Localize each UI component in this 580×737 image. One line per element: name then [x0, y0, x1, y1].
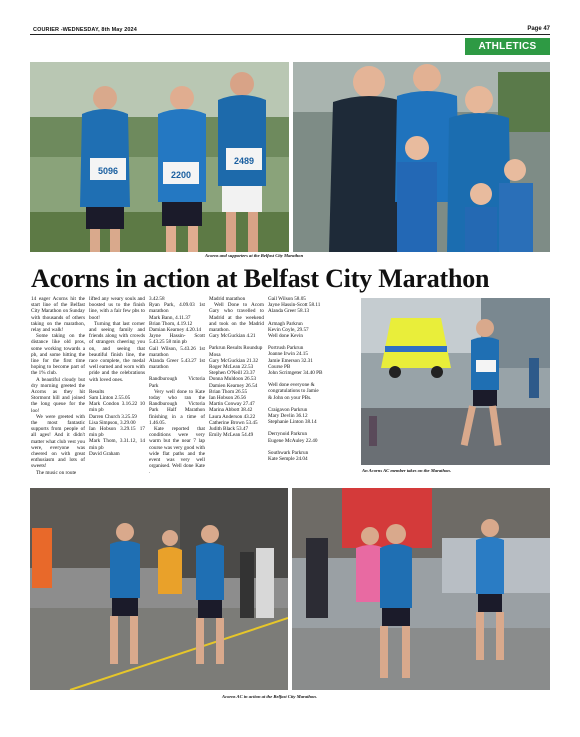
subheading: Madrid marathon: [209, 296, 246, 302]
paragraph: Some taking on the distance like old pros, some working towards a pb, and some hitting the line for the first time hoping to become part of the 1% club.: [31, 333, 85, 377]
page-number: Page 47: [527, 26, 550, 32]
paragraph: The music on route: [36, 469, 77, 476]
publication-line: COURIER -WEDNESDAY, 8th May 2024: [33, 27, 137, 33]
result-line: John Scrimgeter 34.40 PB: [268, 370, 323, 377]
bottom-photo-caption: Acorns AC in action at the Belfast City Marathon.: [222, 694, 317, 699]
result-line: Brian Thom 26.55: [209, 388, 248, 395]
article-column-1: [31, 296, 85, 476]
result-line: Gary McGuckian 21.32: [209, 357, 259, 364]
result-line: Darren Church 3.25.59: [89, 413, 137, 420]
paragraph: Well Done to Acorn Gary who travelled to Madrid at the weekend and took on the Madrid marathon.: [209, 302, 264, 334]
photo-three-runners: [30, 62, 289, 252]
result-line: Alanda Greer 58.13: [268, 308, 310, 315]
paragraph: Very well done to Kate today who ran the Randburough Victoria Park Half Marathon finishing in a time of 1.46.05.: [149, 388, 205, 426]
subheading: Randburough Victoria Park: [149, 376, 205, 389]
result-line: Laura Anderson 43.22: [209, 413, 256, 420]
paragraph: 14 eager Acorns hit the start line of the Belfast City Marathon on Sunday with thousands of others taking on the marathon, relay and walk!: [31, 296, 85, 334]
result-line: Brian Thom, 4.19.12: [149, 320, 193, 327]
result-line: Jayne Hassin-Scott 58.11: [268, 302, 321, 309]
subheading: Derrynoid Parkrun: [268, 431, 308, 438]
subheading: Craigavon Parkrun: [268, 406, 308, 413]
article-column-4: [209, 296, 264, 438]
result-line: Martin Conway 27.47: [209, 401, 255, 408]
result-line: Marina Abbott 38.42: [209, 407, 253, 414]
result-line: Gail Wilson, 5.43.26 1st marathon: [149, 345, 205, 358]
result-line: Joanne Irwin 24.15: [268, 351, 308, 358]
article-column-3: [149, 296, 205, 476]
photo-runner-ambulance: [361, 298, 550, 465]
result-line: Lisa Simpson, 3.29.00: [89, 419, 136, 426]
result-line: Mark Thom, 3.31.12, 14 min pb: [89, 438, 145, 451]
result-line: Kevin Coyle, 29.57: [268, 326, 309, 333]
result-line: Stephanie Linton 38.14: [268, 419, 317, 426]
section-banner: ATHLETICS: [465, 38, 550, 55]
header-rule: [30, 34, 550, 35]
result-line: Jayne Hassin- Scott 5.43.25 58 min pb: [149, 333, 205, 346]
result-line: Roger McLean 22.53: [209, 364, 254, 371]
article-column-5: [268, 296, 324, 462]
result-line: Mark Bann, 4.11.37: [149, 314, 191, 321]
paragraph: Turning that last corner and seeing family and friends along with crowds of strangers cheering you on, and seeing that beautiful finish line, the race complete, the medal well earned and worn with pride and the celebrations with loved ones.: [89, 320, 145, 383]
subheading: Armagh Parkrun: [268, 320, 303, 327]
photo-supporters: [293, 62, 550, 252]
result-line: Mark Condon 3.16.22 10 min pb: [89, 401, 145, 414]
subheading: Southwark Parkrun: [268, 449, 309, 456]
photo-crowd-runners: [292, 488, 550, 690]
paragraph: lifted any weary souls and boosted us to the finish line, with a fair few pbs to boot!: [89, 296, 145, 321]
result-line: Judith Black 53.47: [209, 426, 249, 433]
result-line: Ian Hobson 3.29.15 17 min pb: [89, 426, 145, 439]
result-line: Damien Kearney 26.54: [209, 382, 258, 389]
subheading: Mosa: [209, 351, 221, 358]
paragraph: Kate reported that conditions were very warm but the near 7 lap course was very good with wide flat paths and the event was very well organised. Well done Kate .: [149, 426, 205, 476]
result-line: Stephen O'Neill 23.37: [209, 370, 256, 377]
paragraph: A beautiful cloudy but dry morning greeted the Acorns as they hit Stormont hill and joined the long queue for the loo!: [31, 376, 85, 414]
result-line: Gary McGuckian 4.21: [209, 333, 256, 340]
result-line: Sam Linton 2.55.05: [89, 395, 131, 402]
result-line: 3.42.58: [149, 296, 165, 302]
bib-3: 2489: [233, 156, 255, 166]
result-line: Damian Kearney 4.20.14: [149, 327, 202, 334]
result-line: Mary Devlin 36.12: [268, 413, 308, 420]
result-line: Jamie Emerson 32.31 Course PB: [268, 357, 313, 370]
result-line: Ian Hobson 26.56: [209, 395, 247, 402]
subheading: Portrush Parkrun: [268, 345, 304, 352]
result-line: Well done Kevin: [268, 333, 304, 340]
paragraph: Well done everyone & congratulations to Jamie & John on your PBs.: [268, 382, 319, 401]
result-line: Kate Semple 24.04: [268, 456, 308, 463]
result-line: Emily McLean 54.49: [209, 432, 254, 439]
photo-runners-street: [30, 488, 288, 690]
top-photo-caption: Acorns and supporters at the Belfast City Marathon: [205, 253, 304, 258]
article-column-2: [89, 296, 145, 457]
paragraph: We were greeted with the most fantastic supports from people of all ages! And it didn't matter what club vest you were, everyone was cheered on with great enthusiasm and lots of sweets!: [31, 413, 85, 470]
result-line: Gail Wilson 58.05: [268, 296, 306, 302]
bib-1: 5096: [97, 166, 119, 176]
result-line: Eugene McAuley 22.40: [268, 437, 318, 444]
result-line: Alanda Greer 5.43.27 1st marathon: [149, 358, 205, 371]
headline: Acorns in action at Belfast City Marathon: [31, 264, 490, 293]
subheading: Parkrun Results Roundup: [209, 345, 263, 352]
result-line: Catherine Brown 53.45: [209, 419, 258, 426]
bib-2: 2200: [170, 170, 192, 180]
result-line: Ryan Park, 4.09.03 1st marathon: [149, 302, 205, 315]
result-line: David Graham: [89, 450, 120, 457]
result-line: Donna Muldoon 26.53: [209, 376, 257, 383]
right-photo-caption: An Acorns AC member takes on the Marathon.: [362, 468, 451, 473]
results-heading: Results: [89, 388, 105, 395]
